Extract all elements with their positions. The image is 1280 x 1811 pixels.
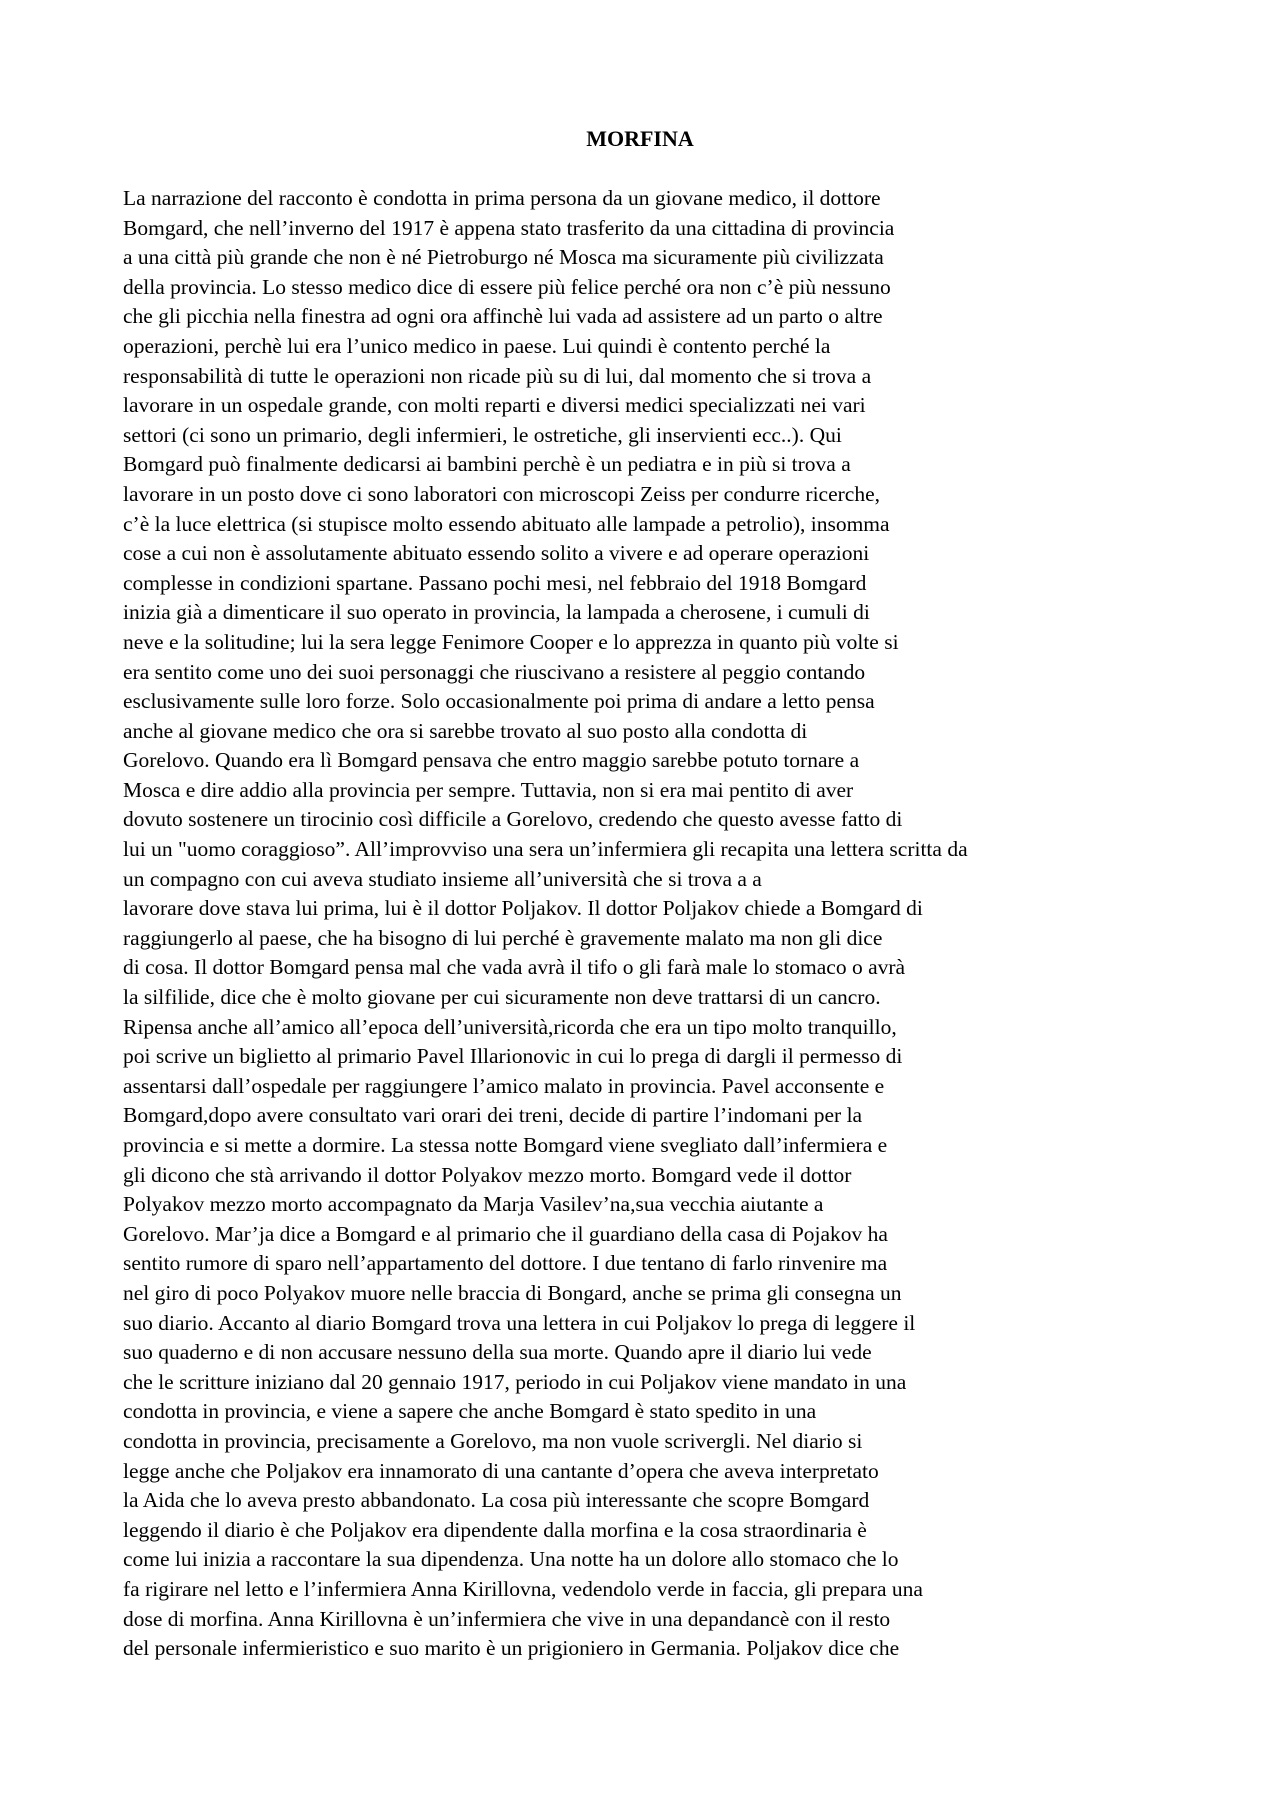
text-line: lui un "uomo coraggioso”. All’improvviso una sera un’infermiera gli recapita una lettera scritta da: [123, 837, 968, 862]
text-line: complesse in condizioni spartane. Passano pochi mesi, nel febbraio del 1918 Bomgard: [123, 570, 867, 595]
text-line: nel giro di poco Polyakov muore nelle braccia di Bongard, anche se prima gli consegna un: [123, 1280, 902, 1305]
text-line: c’è la luce elettrica (si stupisce molto essendo abituato alle lampade a petrolio), insomma: [123, 511, 890, 536]
text-line: del personale infermieristico e suo marito è un prigioniero in Germania. Poljakov dice che: [123, 1636, 900, 1661]
text-line: Bomgard può finalmente dedicarsi ai bambini perchè è un pediatra e in più si trova a: [123, 452, 851, 477]
text-line: La narrazione del racconto è condotta in prima persona da un giovane medico, il dottore: [123, 186, 881, 210]
text-line: esclusivamente sulle loro forze. Solo occasionalmente poi prima di andare a letto pensa: [123, 689, 875, 714]
text-line: anche al giovane medico che ora si sarebbe trovato al suo posto alla condotta di: [123, 718, 808, 743]
text-line: di cosa. Il dottor Bomgard pensa mal che vada avrà il tifo o gli farà male lo stomaco o avrà: [123, 955, 906, 980]
text-line: la silfilide, dice che è molto giovane per cui sicuramente non deve trattarsi di un cancro.: [123, 985, 881, 1010]
text-line: lavorare in un posto dove ci sono laboratori con microscopi Zeiss per condurre ricerche,: [123, 481, 881, 506]
document-body: [123, 184, 1243, 1664]
text-line: Polyakov mezzo morto accompagnato da Marja Vasilev’na,sua vecchia aiutante a: [123, 1192, 824, 1217]
text-line: condotta in provincia, e viene a sapere che anche Bomgard è stato spedito in una: [123, 1399, 817, 1424]
text-line: condotta in provincia, precisamente a Gorelovo, ma non vuole scrivergli. Nel diario si: [123, 1428, 863, 1453]
text-line: un compagno con cui aveva studiato insieme all’università che si trova a a: [123, 866, 762, 891]
text-line: dose di morfina. Anna Kirillovna è un’infermiera che vive in una depandancè con il resto: [123, 1606, 891, 1631]
text-line: come lui inizia a raccontare la sua dipendenza. Una notte ha un dolore allo stomaco che lo: [123, 1547, 899, 1572]
text-line: provincia e si mette a dormire. La stessa notte Bomgard viene svegliato dall’infermiera e: [123, 1133, 888, 1157]
text-line: fa rigirare nel letto e l’infermiera Anna Kirillovna, vedendolo verde in faccia, gli prepara una: [123, 1576, 923, 1601]
text-line: leggendo il diario è che Poljakov era dipendente dalla morfina e la cosa straordinaria è: [123, 1517, 867, 1542]
text-line: lavorare in un ospedale grande, con molti reparti e diversi medici specializzati nei vari: [123, 393, 866, 418]
text-line: la Aida che lo aveva presto abbandonato. La cosa più interessante che scopre Bomgard: [123, 1488, 870, 1513]
text-line: Gorelovo. Mar’ja dice a Bomgard e al primario che il guardiano della casa di Pojakov ha: [123, 1221, 888, 1246]
text-line: operazioni, perchè lui era l’unico medico in paese. Lui quindi è contento perché la: [123, 333, 831, 358]
document-title: MORFINA: [586, 126, 694, 151]
text-line: neve e la solitudine; lui la sera legge Fenimore Cooper e lo apprezza in quanto più volte si: [123, 629, 899, 654]
text-line: Bomgard, che nell’inverno del 1917 è appena stato trasferito da una cittadina di provincia: [123, 215, 895, 240]
text-line: dovuto sostenere un tirocinio così difficile a Gorelovo, credendo che questo avesse fatto di: [123, 807, 903, 832]
text-line: sentito rumore di sparo nell’appartamento del dottore. I due tentano di farlo rinvenire ma: [123, 1251, 888, 1276]
text-line: della provincia. Lo stesso medico dice di essere più felice perché ora non c’è più nessuno: [123, 274, 891, 299]
text-line: Bomgard,dopo avere consultato vari orari dei treni, decide di partire l’indomani per la: [123, 1103, 863, 1128]
text-line: assentarsi dall’ospedale per raggiungere l’amico malato in provincia. Pavel acconsente e: [123, 1073, 885, 1098]
text-line: poi scrive un biglietto al primario Pavel Illarionovic in cui lo prega di dargli il permesso di: [123, 1044, 903, 1069]
text-line: gli dicono che stà arrivando il dottor Polyakov mezzo morto. Bomgard vede il dottor: [123, 1162, 852, 1187]
text-line: era sentito come uno dei suoi personaggi che riuscivano a resistere al peggio contando: [123, 659, 866, 684]
text-line: cose a cui non è assolutamente abituato essendo solito a vivere e ad operare operazioni: [123, 541, 870, 566]
text-line: raggiungerlo al paese, che ha bisogno di lui perché è gravemente malato ma non gli dice: [123, 925, 883, 950]
text-line: che gli picchia nella finestra ad ogni ora affinchè lui vada ad assistere ad un parto o altre: [123, 304, 883, 329]
text-line: suo quaderno e di non accusare nessuno della sua morte. Quando apre il diario lui vede: [123, 1340, 872, 1365]
text-line: Mosca e dire addio alla provincia per sempre. Tuttavia, non si era mai pentito di aver: [123, 777, 854, 802]
text-line: suo diario. Accanto al diario Bomgard trova una lettera in cui Poljakov lo prega di leggere il: [123, 1310, 916, 1335]
text-line: Gorelovo. Quando era lì Bomgard pensava che entro maggio sarebbe potuto tornare a: [123, 748, 860, 773]
text-line: responsabilità di tutte le operazioni non ricade più su di lui, dal momento che si trova a: [123, 363, 872, 388]
text-line: che le scritture iniziano dal 20 gennaio 1917, periodo in cui Poljakov viene mandato in una: [123, 1369, 907, 1394]
text-line: legge anche che Poljakov era innamorato di una cantante d’opera che aveva interpretato: [123, 1458, 879, 1483]
text-line: inizia già a dimenticare il suo operato in provincia, la lampada a cherosene, i cumuli di: [123, 600, 870, 625]
text-line: a una città più grande che non è né Pietroburgo né Mosca ma sicuramente più civilizzata: [123, 245, 884, 270]
text-line: lavorare dove stava lui prima, lui è il dottor Poljakov. Il dottor Poljakov chiede a Bomgard di: [123, 896, 923, 921]
text-line: settori (ci sono un primario, degli infermieri, le ostretiche, gli inservienti ecc..). Qui: [123, 422, 842, 447]
text-line: Ripensa anche all’amico all’epoca dell’università,ricorda che era un tipo molto tranquillo,: [123, 1014, 897, 1039]
